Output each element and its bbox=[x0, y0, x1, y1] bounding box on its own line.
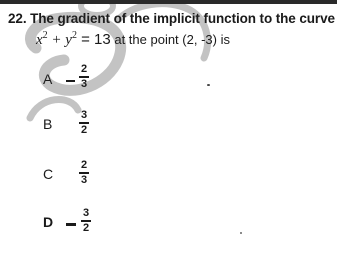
question-equation bbox=[36, 30, 230, 49]
option-b-denominator: 2 bbox=[80, 123, 88, 136]
equation-y: + $y^2$ bbox=[47, 30, 77, 48]
option-c-numerator: 2 bbox=[80, 159, 88, 171]
stray-mark bbox=[207, 84, 210, 86]
option-d-denominator: 2 bbox=[82, 221, 90, 234]
option-d-minus bbox=[66, 223, 76, 226]
option-d-fraction bbox=[80, 208, 92, 234]
equation-rhs: = 13 bbox=[76, 31, 111, 48]
option-d-numerator: 3 bbox=[82, 207, 90, 219]
option-d-letter[interactable]: D bbox=[43, 214, 54, 230]
option-b-letter[interactable]: B bbox=[43, 116, 53, 132]
option-a-minus bbox=[66, 80, 75, 82]
option-c-letter[interactable]: C bbox=[43, 166, 54, 182]
question-text: 22. The gradient of the implicit function to the curve bbox=[8, 11, 335, 26]
equation-tail: at the point (2, -3) is bbox=[110, 32, 230, 47]
option-a-letter[interactable]: A bbox=[43, 71, 53, 87]
option-c-denominator: 3 bbox=[80, 173, 88, 186]
option-a-numerator: 2 bbox=[80, 63, 88, 75]
option-c-fraction bbox=[78, 160, 90, 186]
watermark-tail bbox=[30, 100, 78, 118]
option-a-fraction bbox=[78, 64, 90, 90]
top-rule bbox=[0, 0, 337, 4]
option-b-fraction bbox=[78, 110, 90, 136]
option-a-denominator: 3 bbox=[80, 77, 88, 90]
option-b-numerator: 3 bbox=[80, 109, 88, 121]
equation-x: $x^2$ bbox=[36, 30, 48, 48]
stray-mark bbox=[240, 232, 242, 234]
